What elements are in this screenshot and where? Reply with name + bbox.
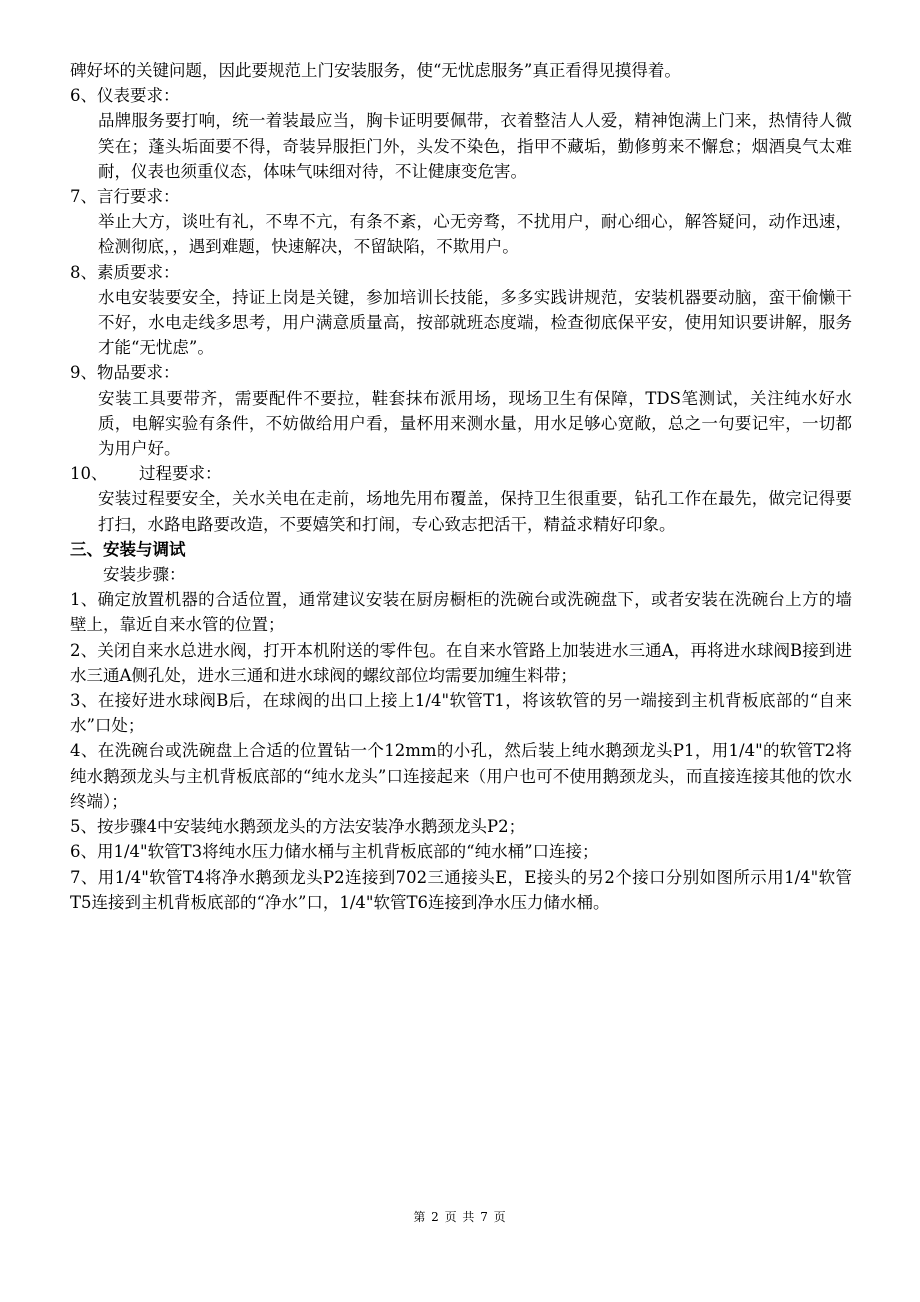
page-footer: 第 2 页 共 7 页 — [413, 1210, 507, 1224]
install-step: 4、在洗碗台或洗碗盘上合适的位置钻一个12mm的小孔，然后装上纯水鹅颈龙头P1，用1/4"的软管T2将纯水鹅颈龙头与主机背板底部的“纯水龙头”口连接起来（用户也可不使用鹅颈龙头，而直接连接其他的饮水终端）； — [70, 741, 852, 811]
install-step: 3、在接好进水球阀B后，在球阀的出口上接上1/4"软管T1，将该软管的另一端接到主机背板底部的“自来水”口处； — [70, 691, 852, 736]
requirement-heading: 10、 过程要求： — [70, 464, 222, 484]
requirement-item — [70, 260, 852, 361]
install-step: 7、用1/4"软管T4将净水鹅颈龙头P2连接到702三通接头E，E接头的另2个接口分别如图所示用1/4"软管T5连接到主机背板底部的“净水”口，1/4"软管T6连接到净水压力储水桶。 — [70, 867, 852, 912]
requirement-body: 品牌服务要打响，统一着装最应当，胸卡证明要佩带，衣着整洁人人爱，精神饱满上门来，热情待人微笑在；蓬头垢面要不得，奇装异服拒门外，头发不染色，指甲不藏垢，勤修剪来不懈怠；烟酒臭气太难耐，仪表也须重仪态，体味气味细对待，不让健康变危害。 — [98, 111, 852, 181]
requirement-body: 安装过程要安全，关水关电在走前，场地先用布覆盖，保持卫生很重要，钻孔工作在最先，做完记得要打扫，水路电路要改造，不要嬉笑和打闹，专心致志把活干，精益求精好印象。 — [98, 489, 852, 534]
requirement-item — [70, 83, 852, 184]
requirement-body: 水电安装要安全，持证上岗是关键，参加培训长技能，多多实践讲规范，安装机器要动脑，蛮干偷懒干不好，水电走线多思考，用户满意质量高，按部就班态度端，检查彻底保平安，使用知识要讲解，服务才能“无忧虑”。 — [98, 287, 852, 358]
requirement-item — [70, 360, 852, 461]
page-content — [70, 58, 852, 915]
requirement-heading: 9、物品要求： — [70, 363, 180, 383]
steps-label: 安装步骤： — [103, 565, 186, 585]
lead-paragraph: 碑好坏的关键问题，因此要规范上门安装服务，使“无忧虑服务”真正看得见摸得着。 — [70, 61, 681, 80]
requirement-body: 安装工具要带齐，需要配件不要拉，鞋套抹布派用场，现场卫生有保障，TDS笔测试，关注纯水好水质，电解实验有条件，不妨做给用户看，量杯用来测水量，用水足够心宽敞，总之一句要记牢，一切都为用户好。 — [98, 388, 852, 459]
requirement-heading: 8、素质要求： — [70, 262, 180, 282]
requirement-item — [70, 461, 852, 537]
requirement-body: 举止大方，谈吐有礼，不卑不亢，有条不紊，心无旁骛，不扰用户，耐心细心，解答疑问，动作迅速，检测彻底，，遇到难题，快速解决，不留缺陷，不欺用户。 — [98, 212, 852, 257]
requirement-item — [70, 184, 852, 260]
requirement-heading: 6、仪表要求： — [70, 86, 180, 106]
requirement-heading: 7、言行要求： — [70, 187, 180, 207]
install-step: 1、确定放置机器的合适位置，通常建议安装在厨房橱柜的洗碗台或洗碗盘下，或者安装在洗碗台上方的墙壁上，靠近自来水管的位置； — [70, 590, 852, 635]
section-title: 三、安装与调试 — [70, 539, 186, 559]
install-step: 6、用1/4"软管T3将纯水压力储水桶与主机背板底部的“纯水桶”口连接； — [70, 842, 599, 862]
install-step: 2、关闭自来水总进水阀，打开本机附送的零件包。在自来水管路上加装进水三通A，再将进水球阀B接到进水三通A侧孔处，进水三通和进水球阀的螺纹部位均需要加缠生料带； — [70, 640, 852, 685]
install-step: 5、按步骤4中安装纯水鹅颈龙头的方法安装净水鹅颈龙头P2； — [70, 817, 526, 837]
